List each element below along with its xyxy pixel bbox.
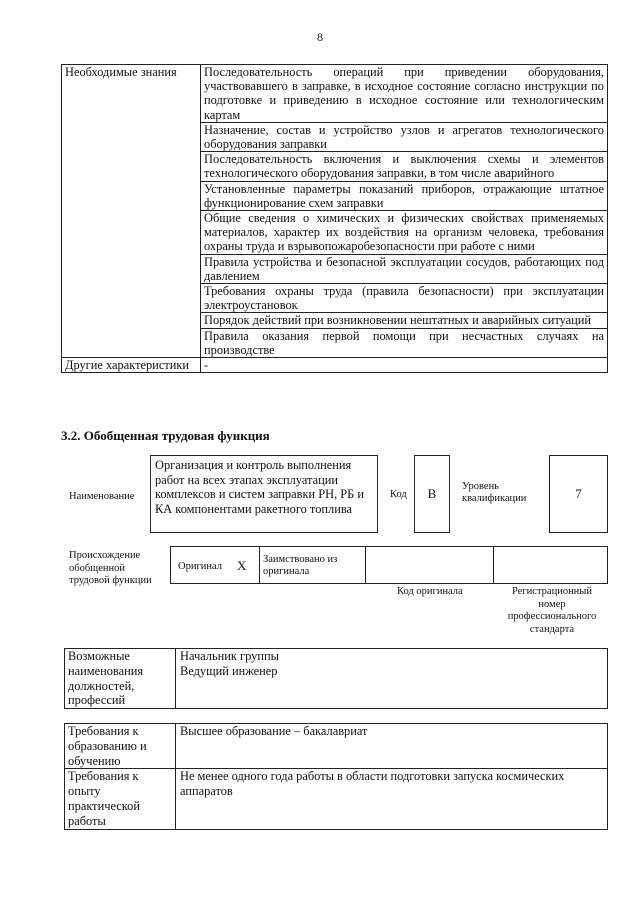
origin-label: Происхождение обобщенной трудовой функции — [69, 550, 152, 586]
original-mark: X — [237, 558, 247, 573]
code-original-caption: Код оригинала — [397, 586, 463, 597]
function-name: Организация и контроль выполнения работ на всех этапах эксплуатации комплексов и систем заправки РН, РБ и КА компонентами ракетного топлива — [150, 455, 378, 533]
level-label: Уровень квалификации — [462, 481, 527, 504]
table-row — [65, 649, 608, 709]
divider — [259, 546, 260, 584]
other-characteristics-label: Другие характеристики — [62, 358, 201, 373]
divider — [365, 546, 366, 584]
section-title: 3.2. Обобщенная трудовая функция — [61, 428, 270, 443]
knowledge-item: Порядок действий при возникновении нештатных и аварийных ситуаций — [201, 313, 608, 328]
origin-box — [170, 546, 608, 584]
knowledge-item: Установленные параметры показаний приборов, отражающие штатное функционирование схем заправки — [201, 181, 608, 210]
position-item: Ведущий инженер — [180, 663, 278, 678]
positions-values — [176, 649, 608, 709]
experience-label: Требования к опыту практической работы — [65, 769, 176, 829]
requirements-table — [64, 723, 608, 830]
knowledge-item: Последовательность включения и выключения схемы и элементов технологического оборудования заправки, в том числе аварийного — [201, 152, 608, 181]
reg-number-caption: Регистрационный номер профессионального стандарта — [507, 586, 597, 635]
table-row — [65, 769, 608, 829]
knowledge-item: Общие сведения о химических и физических свойствах применяемых материалов, характер их воздействия на организм человека, требования охраны труда и взрывопожаробезопасности при работе с ними — [201, 211, 608, 255]
original-label: Оригинал — [178, 561, 222, 572]
knowledge-item: Требования охраны труда (правила безопасности) при эксплуатации электроустановок — [201, 284, 608, 313]
education-value: Высшее образование – бакалавриат — [176, 724, 608, 769]
name-label: Наименование — [69, 491, 135, 502]
education-label: Требования к образованию и обучению — [65, 724, 176, 769]
code-value: B — [414, 455, 450, 533]
knowledge-item: Правила оказания первой помощи при несчастных случаях на производстве — [201, 328, 608, 357]
positions-label: Возможные наименования должностей, профессий — [65, 649, 176, 709]
code-label: Код — [390, 489, 407, 500]
divider — [493, 546, 494, 584]
positions-table — [64, 648, 608, 709]
table-row — [65, 724, 608, 769]
knowledge-item: Последовательность операций при приведении оборудования, участвовавшего в заправке, в исходное состояние согласно инструкции по подготовке и приведению в исходное состояние или технологическим картам — [201, 65, 608, 123]
level-value: 7 — [549, 455, 608, 533]
knowledge-label: Необходимые знания — [62, 65, 201, 358]
position-item: Начальник группы — [180, 649, 279, 663]
page-number: 8 — [317, 30, 323, 44]
table-row — [62, 358, 608, 373]
experience-value: Не менее одного года работы в области подготовки запуска космических аппаратов — [176, 769, 608, 829]
knowledge-item: Назначение, состав и устройство узлов и агрегатов технологического оборудования заправки — [201, 122, 608, 151]
knowledge-item: Правила устройства и безопасной эксплуатации сосудов, работающих под давлением — [201, 254, 608, 283]
borrowed-label: Заимствовано из оригинала — [263, 554, 338, 577]
other-characteristics-value: - — [201, 358, 608, 373]
table-row — [62, 65, 608, 123]
knowledge-table — [61, 64, 608, 373]
